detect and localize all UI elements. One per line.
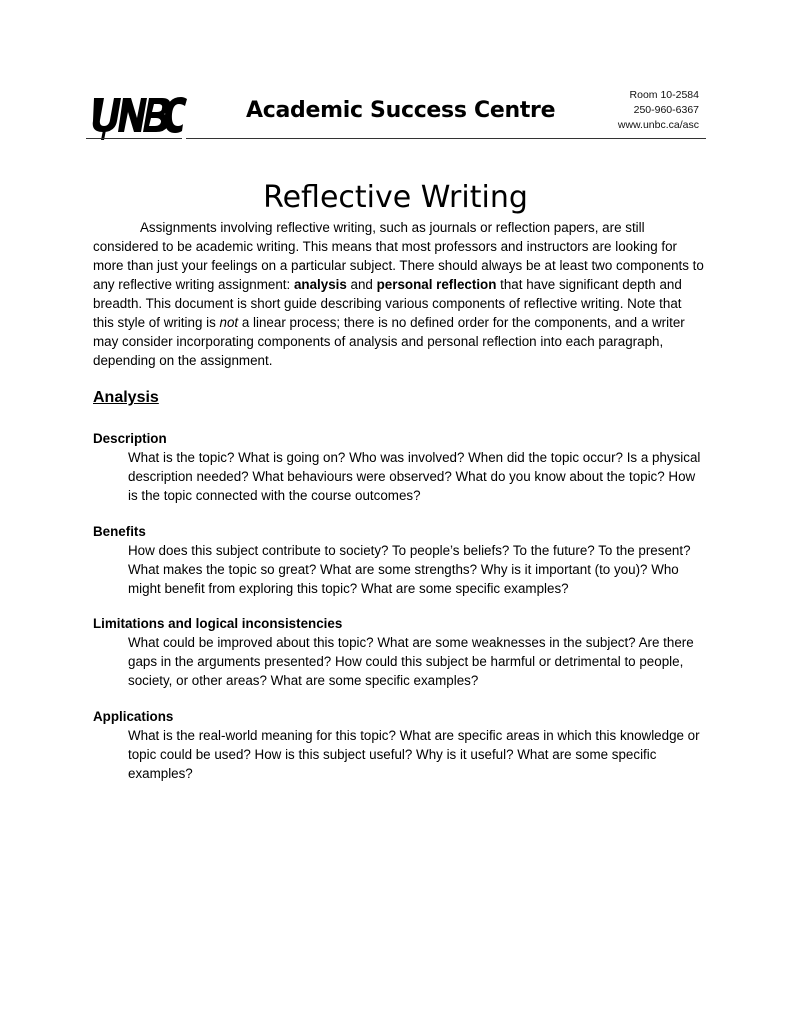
intro-paragraph: [93, 218, 705, 370]
item-body: How does this subject contribute to society? To people’s beliefs? To the future? To the present? What makes the topic so great? What are some strengths? Why is it important (to you)? Who might benefit from exploring this topic? What are some specific examples?: [128, 543, 691, 596]
analysis-item-applications: [93, 707, 705, 783]
item-body: What is the real-world meaning for this topic? What are specific areas in which this knowledge or topic could be used? How is this subject useful? Why is it useful? What are some specific examples?: [128, 728, 700, 781]
unbc-logo: [90, 86, 188, 140]
intro-text: that have significant depth and breadth. This document is short guide describing various components of reflective writing. Note that this style of writing is: [93, 277, 682, 330]
header-divider-left: [86, 138, 182, 139]
intro-bold-personal-reflection: personal reflection: [376, 277, 497, 292]
analysis-item-benefits: [93, 522, 705, 598]
centre-name: Academic Success Centre: [246, 98, 556, 123]
contact-room: Room 10-2584: [629, 89, 699, 101]
intro-bold-analysis: analysis: [293, 277, 347, 292]
item-label: Description: [93, 431, 167, 446]
section-heading-analysis: Analysis: [93, 389, 159, 406]
intro-text: and: [346, 277, 377, 292]
contact-info: [618, 88, 699, 133]
intro-text: a linear process; there is no defined order for the components, and a writer may consider incorporating components of analysis and personal reflection into each paragraph, depending on the assignment.: [93, 315, 685, 368]
item-label: Benefits: [93, 524, 146, 539]
item-label: Applications: [93, 709, 174, 724]
analysis-item-limitations: [93, 614, 705, 690]
item-body: What is the topic? What is going on? Who was involved? When did the topic occur? Is a physical description needed? What behaviours were observed? What do you know about the topic? How is the topic connected with the course outcomes?: [128, 450, 701, 503]
analysis-item-description: [93, 429, 705, 505]
intro-text: Assignments involving reflective writing, such as journals or reflection papers, are still considered to be academic writing. This means that most professors and instructors are looking for more than just your feelings on a particular subject. There should always be at least two components to any reflective writing assignment:: [93, 220, 704, 292]
intro-italic-not: not: [219, 315, 239, 330]
page-title: Reflective Writing: [263, 180, 528, 216]
header-divider-right: [186, 138, 706, 139]
unbc-logo-graphic: [90, 86, 188, 140]
contact-website: www.unbc.ca/asc: [617, 119, 699, 131]
item-label: Limitations and logical inconsistencies: [93, 616, 343, 631]
contact-phone: 250-960-6367: [633, 104, 699, 116]
item-body: What could be improved about this topic? What are some weaknesses in the subject? Are there gaps in the arguments presented? How could this subject be harmful or detrimental to people, society, or other areas? What are some specific examples?: [128, 635, 694, 688]
